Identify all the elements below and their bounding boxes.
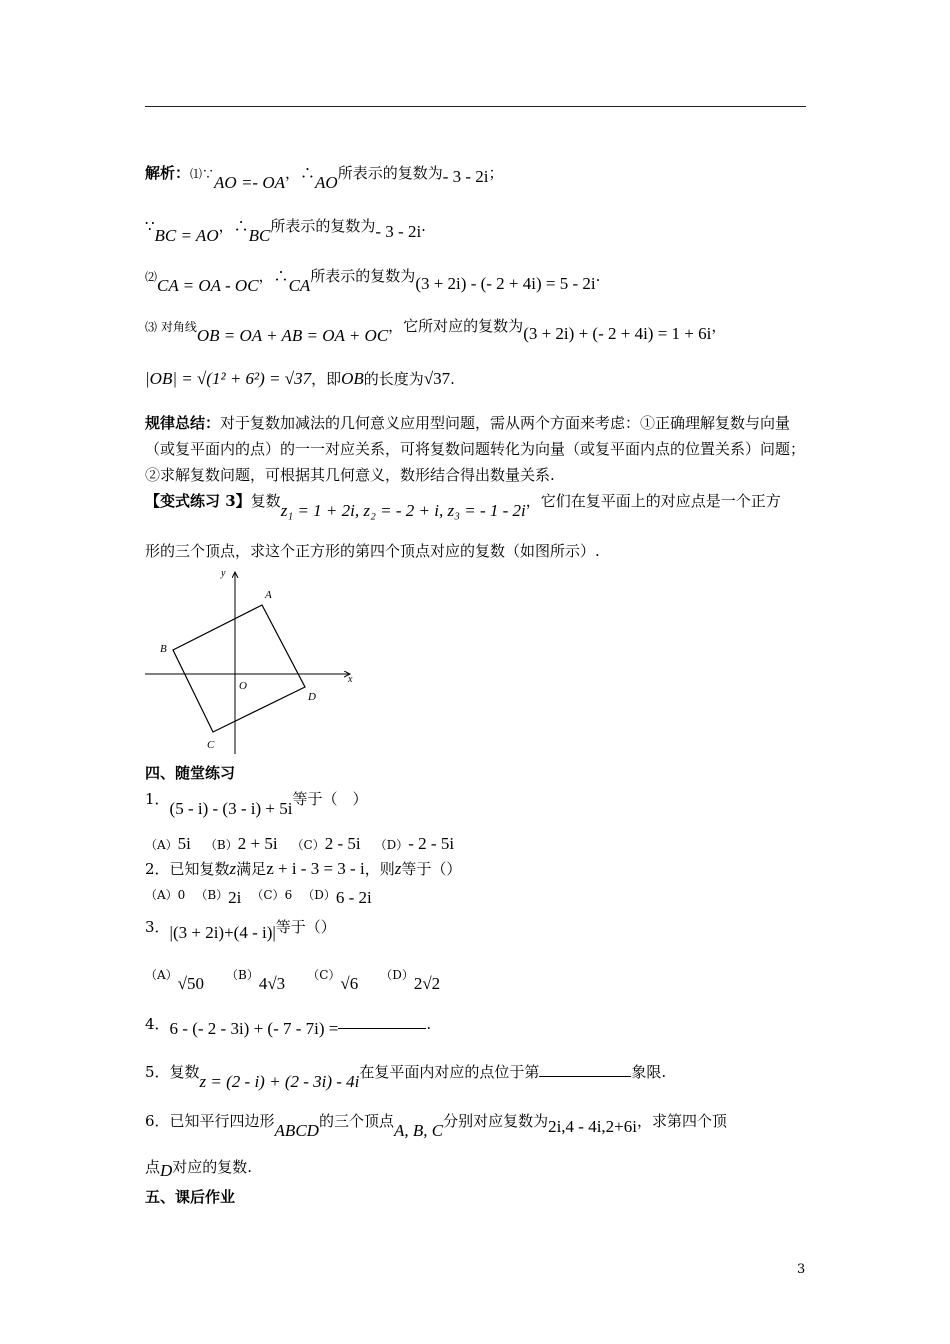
analysis-p1-vec: AO [315,173,338,192]
analysis-line-1 [145,162,504,192]
analysis-line-5 [145,368,455,389]
q6-d: D [160,1161,173,1180]
summary-text: 对于复数加减法的几何意义应用型问题，需从两个方面来考虑：①正确理解复数与向量（或复平面内的点）的一一对应关系，可将复数问题转化为向量（或复平面内点的位置关系）问题；②求解复数问题，可根据其几何意义，数形结合得出数量关系. [145,414,806,484]
q5-eq: z = (2 - i) + (2 - 3i) - 4i [199,1072,360,1091]
label-C: C [207,739,215,751]
q1-opt-c-key: （C） [291,838,325,852]
q1-opt-a-val: 5i [177,834,191,853]
q3-num: 3． [145,918,170,936]
analysis-p4-mid: ，它所对应的复数为 [388,317,524,335]
q2-post: 等于（） [401,860,462,878]
q1-opt-c-val: 2 - 5i [324,834,361,853]
q2-z: z [229,859,237,878]
q3-expr: |(3 + 2i)+(4 - i)| [169,923,276,942]
q4-num: 4． [145,1015,170,1033]
analysis-p2-val: - 3 - 2i [375,222,422,241]
q2-eq: z + i - 3 = 3 - i [266,859,365,878]
analysis-line-3 [145,265,601,295]
q2-opt-c-val: 6 [284,888,293,902]
analysis-label: 解析： [145,164,191,182]
q4-answer-blank[interactable] [338,1028,426,1029]
q2-opt-d-val: 6 - 2i [335,888,372,907]
analysis-p3-num: ⑵ [145,270,158,284]
q4-line [145,1013,432,1038]
q3-opt-b-key: （B） [226,968,259,982]
section4-title: 四、随堂练习 [145,764,236,782]
label-x: x [348,674,353,685]
variant-eq: z₁ = 1 + 2i, z₂ = - 2 + i, z₃ = - 1 - 2i [280,501,526,520]
q5-mid: 在复平面内对应的点位于第 [359,1063,540,1081]
analysis-p1-val: - 3 - 2i [442,167,489,186]
analysis-p2-vec: BC [248,226,271,245]
q4-end: . [426,1015,432,1033]
q2-opt-b-val: 2i [228,888,242,907]
q3-post: 等于（） [275,918,336,936]
label-O: O [239,680,247,692]
q1-opt-b-val: 2 + 5i [237,834,278,853]
page-number: 3 [797,1262,806,1277]
q1-opt-d-val: - 2 - 5i [408,834,455,853]
analysis-p2-end: . [421,217,426,235]
q6-pre: 6．已知平行四边形 [145,1112,275,1130]
variant-line2: 形的三个顶点，求这个正方形的第四个顶点对应的复数（如图所示）. [145,542,600,560]
q4-expr: 6 - (- 2 - 3i) + (- 7 - 7i) = [169,1019,339,1038]
q2-z2: z [394,859,402,878]
label-A: A [265,589,272,601]
analysis-p4-val: (3 + 2i) + (- 2 + 4i) = 1 + 6i [523,324,712,343]
analysis-p5-mid: ，即 [311,370,342,388]
q6-line2a: 点 [145,1158,161,1176]
q3-opt-d-key: （D） [380,968,414,982]
q5-post: 象限. [631,1063,667,1081]
analysis-p5-val: √37 [423,369,451,388]
label-D: D [308,691,316,703]
q6-line-1 [145,1110,728,1140]
q2-mid: 满足 [236,860,267,878]
q1-expr: (5 - i) - (3 - i) + 5i [169,799,293,818]
analysis-p5-text: 的长度为 [363,370,424,388]
label-B: B [160,643,167,655]
analysis-p2-mid: ，∴ [218,217,249,235]
analysis-p1-eq: AO =- OA [214,173,285,192]
summary-paragraph [145,410,807,488]
q3-opt-d-val: 2√2 [413,974,441,993]
q3-opt-a-val: √50 [177,974,205,993]
q1-opt-d-key: （D） [374,838,409,852]
analysis-p3-vec: CA [288,276,311,295]
analysis-p3-mid: ，∴ [258,267,289,285]
q1-opt-a-key: （A） [145,838,178,852]
analysis-p5-vec: OB [341,369,364,388]
analysis-p4-eq: OB = OA + AB = OA + OC [196,326,389,345]
q5-line [145,1061,667,1091]
analysis-p1-num: ⑴∵ [190,167,215,181]
q6-line2b: 对应的复数. [172,1158,253,1176]
analysis-p4-end: ， [711,317,727,335]
label-y: y [221,568,226,579]
q1-opt-b-key: （B） [204,838,238,852]
analysis-p3-eq: CA = OA - OC [157,276,259,295]
q1-num: 1． [145,790,170,808]
variant-line-1 [145,490,781,520]
analysis-p2-eq: BC = AO [154,226,219,245]
summary-label: 规律总结： [145,414,221,432]
square-shape [173,605,305,732]
q6-post: ，求第四个顶 [637,1112,728,1130]
analysis-p2-num: ∵ [145,217,155,235]
q2-options [145,884,372,907]
variant-post: ，它们在复平面上的对应点是一个正方 [525,492,781,510]
q1-post: 等于（ ） [292,790,368,808]
analysis-p4-num: ⑶ 对角线 [145,320,197,334]
analysis-line-2 [145,215,426,245]
analysis-line-4 [145,315,727,345]
q6-mid2: 分别对应复数为 [443,1112,549,1130]
analysis-p1-text: 所表示的复数为 [337,164,443,182]
analysis-p1-end: ； [488,164,504,182]
section5-title: 五、课后作业 [145,1188,236,1206]
analysis-p3-val: (3 + 2i) - (- 2 + 4i) = 5 - 2i [415,274,596,293]
q1-options [145,834,454,854]
q3-opt-c-key: （C） [307,968,341,982]
analysis-p5-end: . [450,370,455,388]
header-rule [145,106,806,107]
square-figure [145,562,365,761]
q2-opt-a-val: 0 [177,888,186,902]
q6-name: ABCD [274,1121,319,1140]
q3-opt-a-key: （A） [145,968,178,982]
analysis-p3-end: . [595,267,601,285]
q1-line [145,788,368,818]
analysis-p1-mid: ，∴ [285,164,316,182]
q2-opt-d-key: （D） [302,888,336,902]
variant-line-2 [145,540,600,561]
q2-line [145,858,461,879]
analysis-p3-text: 所表示的复数为 [310,267,416,285]
q5-pre: 5．复数 [145,1063,200,1081]
analysis-p2-text: 所表示的复数为 [270,217,376,235]
q2-mid2: ，则 [364,860,395,878]
analysis-p5-eq: |OB| = √(1² + 6²) = √37 [145,369,312,388]
q2-opt-c-key: （C） [251,888,285,902]
variant-label: 【变式练习 3】 [145,492,251,510]
q6-vals: 2i,4 - 4i,2+6i [548,1117,637,1136]
q6-pts: A, B, C [393,1121,444,1140]
q3-opt-b-val: 4√3 [258,974,286,993]
q6-mid: 的三个顶点 [318,1112,394,1130]
q2-opt-b-key: （B） [195,888,229,902]
q3-line [145,916,336,942]
variant-pre: 复数 [250,492,281,510]
q5-answer-blank[interactable] [539,1076,631,1077]
figure-svg [145,562,365,757]
q6-line-2 [145,1156,253,1180]
q2-pre: 2．已知复数 [145,860,230,878]
q2-opt-a-key: （A） [145,888,178,902]
q3-options [145,964,441,993]
q3-opt-c-val: √6 [340,974,359,993]
